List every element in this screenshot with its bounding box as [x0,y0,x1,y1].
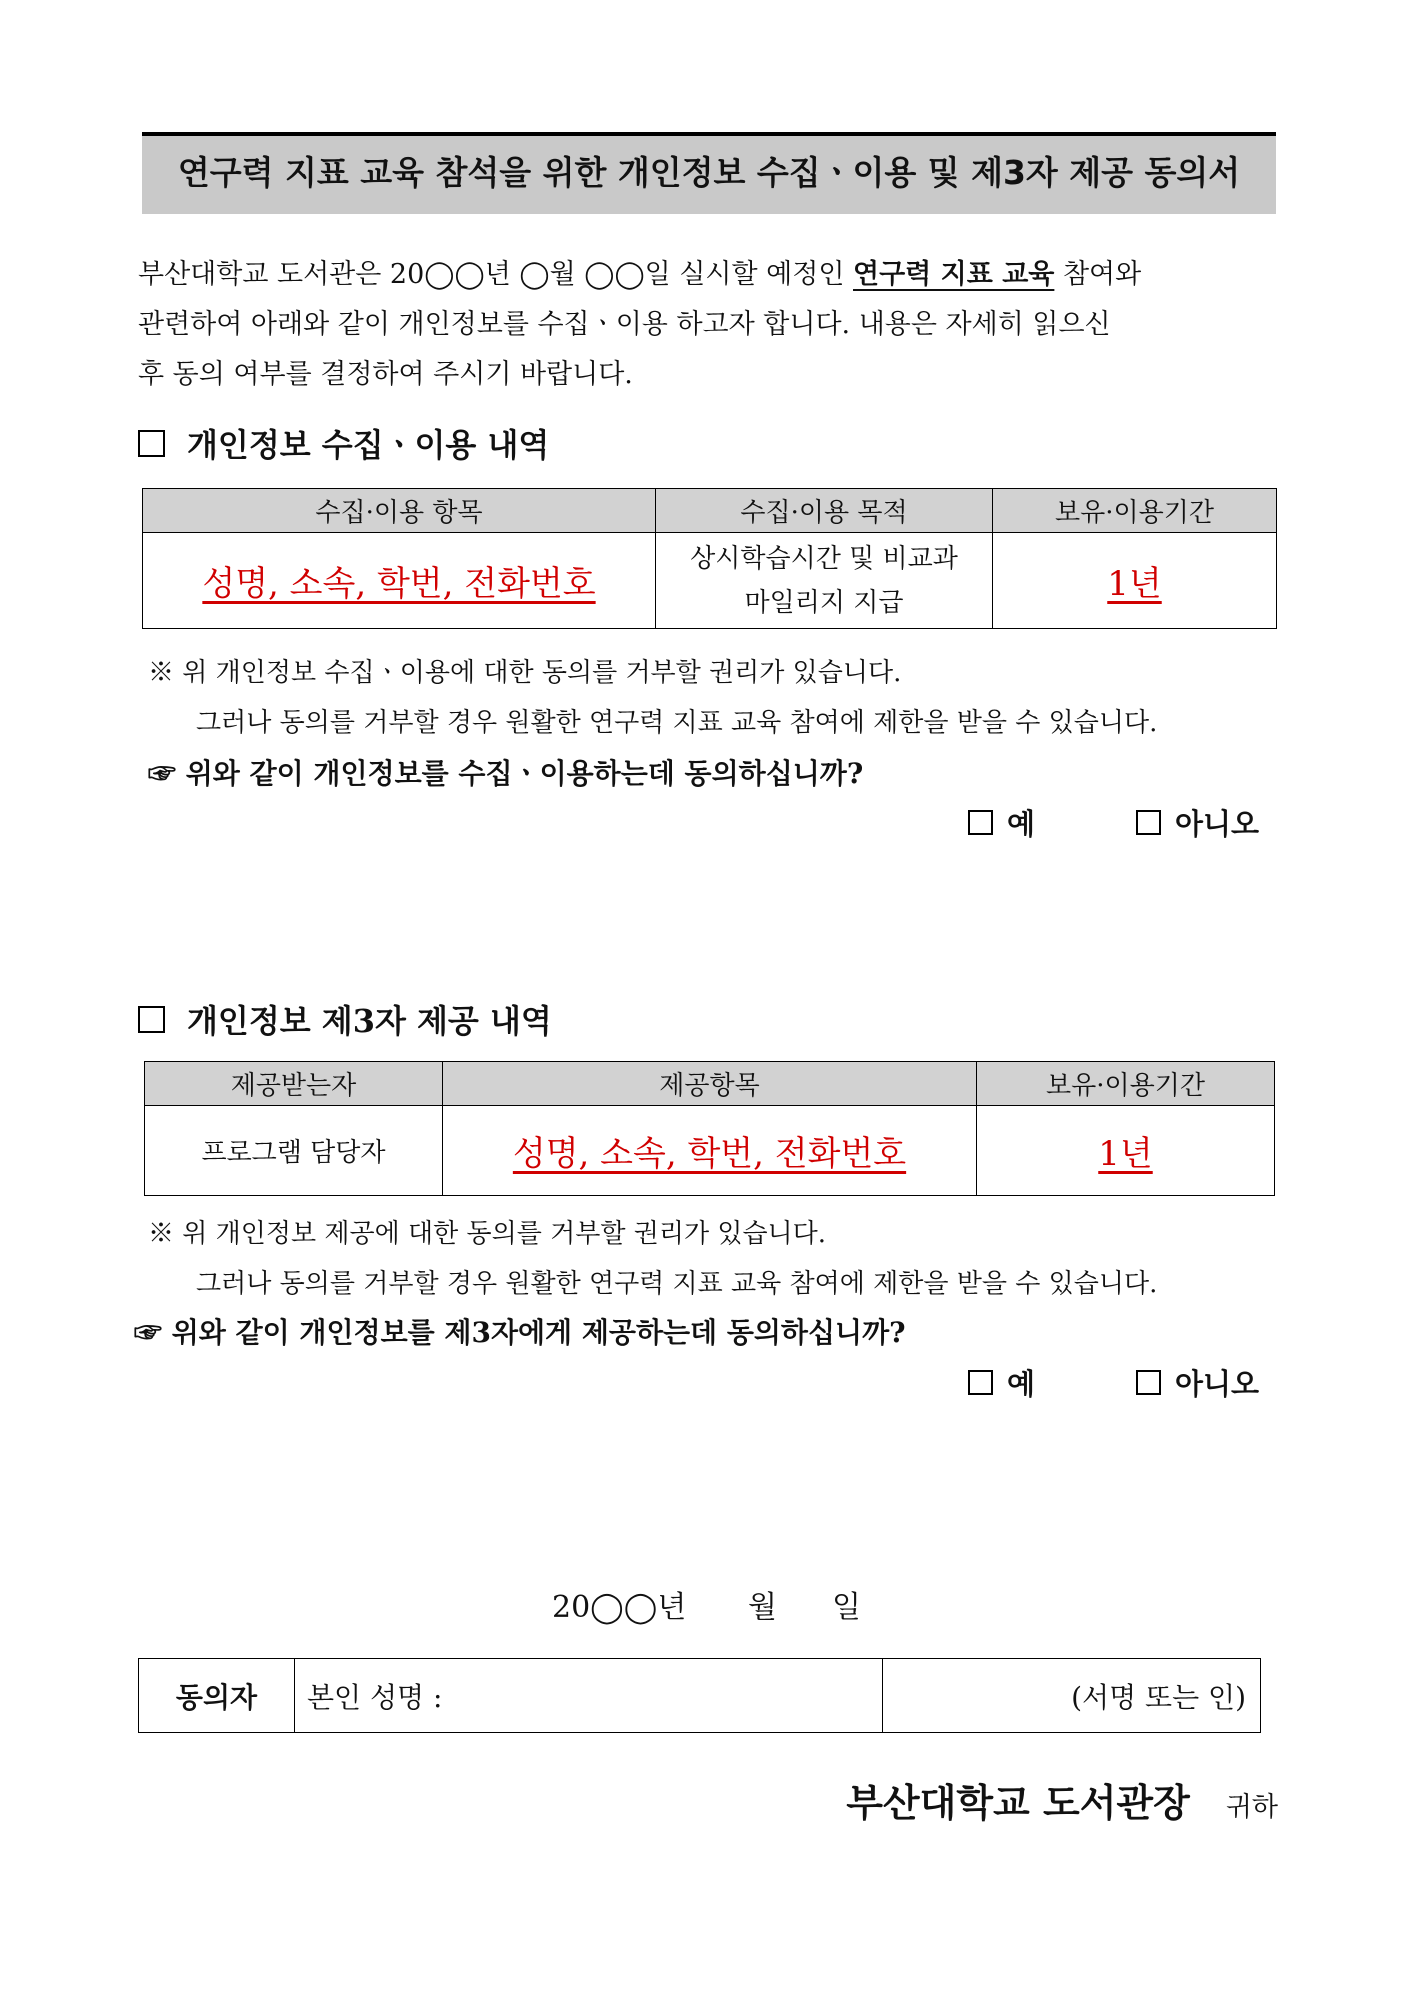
name-field[interactable] [295,1659,883,1733]
header-cell: 제공항목 [443,1062,977,1106]
table-header-row [143,489,1277,533]
third-party-table [144,1061,1275,1196]
signature-table [138,1658,1261,1733]
no-label: 아니오 [1175,1367,1260,1401]
section2-question: ☞ 위와 같이 개인정보를 제3자에게 제공하는데 동의하십니까? [134,1316,906,1349]
items-cell [143,533,656,629]
title-bar [142,132,1276,214]
signature-hint: (서명 또는 인) [1071,1680,1246,1714]
addressee-name: 부산대학교 도서관장 [846,1780,1190,1825]
heading-checkbox-icon [138,430,165,457]
retention-period: 1년 [1107,564,1162,604]
signature-field[interactable] [883,1659,1261,1733]
addressee [846,1772,1278,1827]
period-cell [977,1106,1275,1196]
collected-items: 성명, 소속, 학번, 전화번호 [202,564,596,604]
collection-table [142,488,1277,629]
consenter-label: 동의자 [139,1659,295,1733]
purpose-line-2: 마일리지 지급 [744,587,904,618]
addressee-suffix: 귀하 [1225,1792,1278,1823]
retention-period: 1년 [1098,1134,1153,1174]
intro-line-2: 관련하여 아래와 같이 개인정보를 수집ㆍ이용 하고자 합니다. 내용은 자세히 읽으신 [138,309,1111,340]
header-cell: 보유·이용기간 [977,1062,1275,1106]
section1-heading-text: 개인정보 수집ㆍ이용 내역 [187,426,550,464]
section1-heading [138,420,549,466]
section1-note-2: 그러나 동의를 거부할 경우 원활한 연구력 지표 교육 참여에 제한을 받을 수 있습니다. [196,708,1158,738]
section1-no-option[interactable] [1136,802,1259,843]
header-cell: 수집·이용 목적 [656,489,993,533]
header-cell: 보유·이용기간 [993,489,1277,533]
section1-note-1: ※ 위 개인정보 수집ㆍ이용에 대한 동의를 거부할 권리가 있습니다. [148,658,902,688]
document-title: 연구력 지표 교육 참석을 위한 개인정보 수집ㆍ이용 및 제3자 제공 동의서 [177,153,1241,192]
section2-yes-option[interactable] [968,1362,1035,1403]
section1-yes-option[interactable] [968,802,1035,843]
checkbox-icon[interactable] [1136,1370,1161,1395]
yes-label: 예 [1007,807,1036,841]
heading-checkbox-icon [138,1006,165,1033]
recipient-cell: 프로그램 담당자 [145,1106,443,1196]
table-header-row [145,1062,1275,1106]
intro-emphasis: 연구력 지표 교육 [853,259,1055,290]
checkbox-icon[interactable] [968,810,993,835]
yes-label: 예 [1007,1367,1036,1401]
date-month: 월 [748,1590,777,1625]
name-label: 본인 성명 : [307,1680,443,1714]
intro-line-1-prefix: 부산대학교 도서관은 20◯◯년 ◯월 ◯◯일 실시할 예정인 [138,259,853,290]
date-year: 20◯◯년 [552,1590,687,1625]
intro-line-1 [138,250,1278,300]
section2-note-2: 그러나 동의를 거부할 경우 원활한 연구력 지표 교육 참여에 제한을 받을 수 있습니다. [196,1269,1158,1299]
table-row [145,1106,1275,1196]
provided-items: 성명, 소속, 학번, 전화번호 [512,1134,907,1174]
section2-heading [138,996,552,1042]
section1-question: ☞ 위와 같이 개인정보를 수집ㆍ이용하는데 동의하십니까? [148,757,864,790]
purpose-cell [656,533,993,629]
intro-line-1-suffix: 참여와 [1054,259,1142,290]
date-day: 일 [832,1590,861,1625]
checkbox-icon[interactable] [1136,810,1161,835]
period-cell [993,533,1277,629]
purpose-line-1: 상시학습시간 및 비교과 [690,543,958,574]
items-cell [443,1106,977,1196]
header-cell: 수집·이용 항목 [143,489,656,533]
table-row [139,1659,1261,1733]
no-label: 아니오 [1175,807,1260,841]
intro-line-3: 후 동의 여부를 결정하여 주시기 바랍니다. [138,359,633,390]
section2-heading-text: 개인정보 제3자 제공 내역 [187,1002,552,1040]
table-row [143,533,1277,629]
section2-no-option[interactable] [1136,1362,1259,1403]
checkbox-icon[interactable] [968,1370,993,1395]
section2-note-1: ※ 위 개인정보 제공에 대한 동의를 거부할 권리가 있습니다. [148,1219,827,1249]
header-cell: 제공받는자 [145,1062,443,1106]
intro-paragraph [138,250,1278,400]
